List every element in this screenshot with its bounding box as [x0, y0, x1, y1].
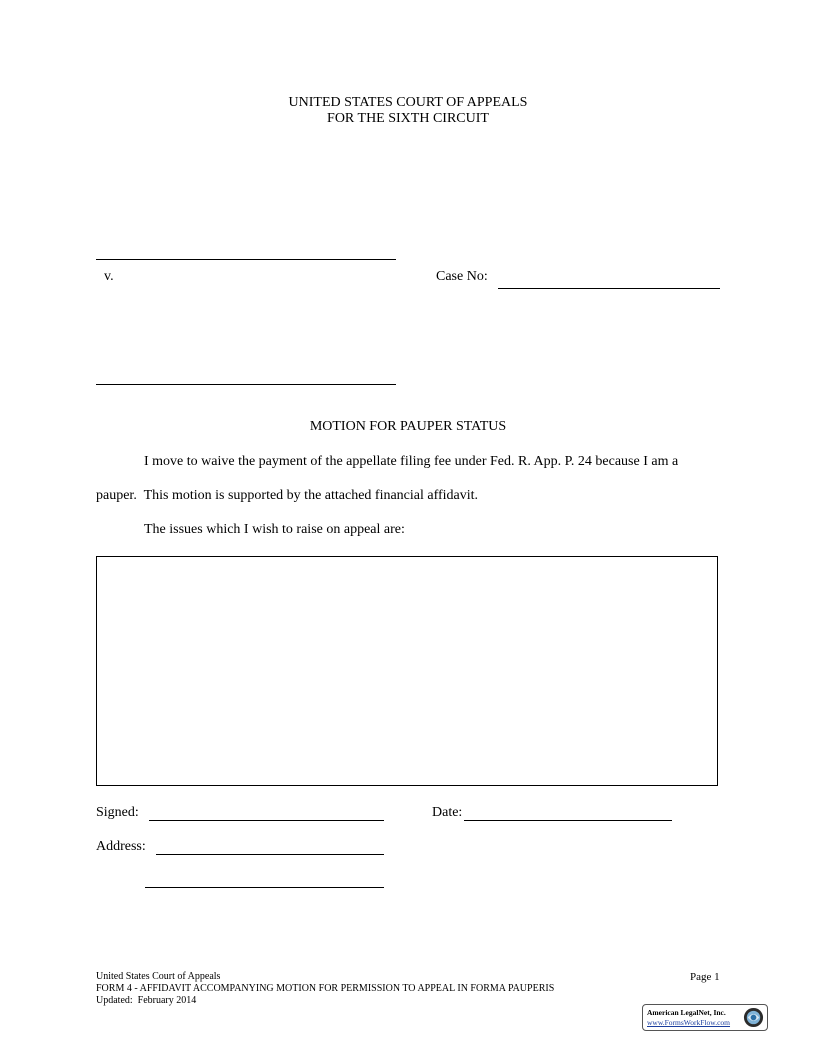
globe-icon	[743, 1007, 764, 1028]
case-no-label: Case No:	[436, 269, 488, 284]
issues-textbox[interactable]	[96, 556, 718, 786]
footer-line-2: FORM 4 - AFFIDAVIT ACCOMPANYING MOTION FOR PERMISSION TO APPEAL IN FORMA PAUPERIS	[96, 983, 555, 994]
motion-paragraph-line-1: I move to waive the payment of the appellate filing fee under Fed. R. App. P. 24 because I am a	[144, 454, 679, 469]
footer-info	[96, 971, 554, 1007]
motion-paragraph-line-2: pauper. This motion is supported by the attached financial affidavit.	[96, 488, 479, 503]
footer-line-1: United States Court of Appeals	[96, 971, 221, 982]
signature-field[interactable]	[149, 820, 384, 821]
appellant-name-line[interactable]	[96, 259, 396, 260]
address-field-line-1[interactable]	[156, 854, 384, 855]
date-field[interactable]	[464, 820, 672, 821]
case-no-field[interactable]	[498, 288, 720, 289]
page-number: Page 1	[690, 971, 720, 983]
americanlegalnet-logo[interactable]	[642, 1004, 768, 1031]
date-label: Date:	[432, 805, 463, 820]
court-line-1: UNITED STATES COURT OF APPEALS	[288, 95, 528, 110]
signed-label: Signed:	[96, 805, 139, 820]
issues-prompt: The issues which I wish to raise on appeal are:	[144, 522, 405, 537]
address-label: Address:	[96, 839, 146, 854]
versus-label: v.	[104, 269, 114, 284]
motion-title: MOTION FOR PAUPER STATUS	[309, 419, 507, 434]
footer-line-3: Updated: February 2014	[96, 995, 197, 1006]
court-title	[0, 95, 816, 127]
logo-name: American LegalNet, Inc.	[647, 1008, 726, 1017]
address-field-line-2[interactable]	[145, 887, 384, 888]
court-line-2: FOR THE SIXTH CIRCUIT	[327, 111, 489, 126]
logo-url-link[interactable]: www.FormsWorkFlow.com	[647, 1018, 731, 1027]
appellee-name-line[interactable]	[96, 384, 396, 385]
